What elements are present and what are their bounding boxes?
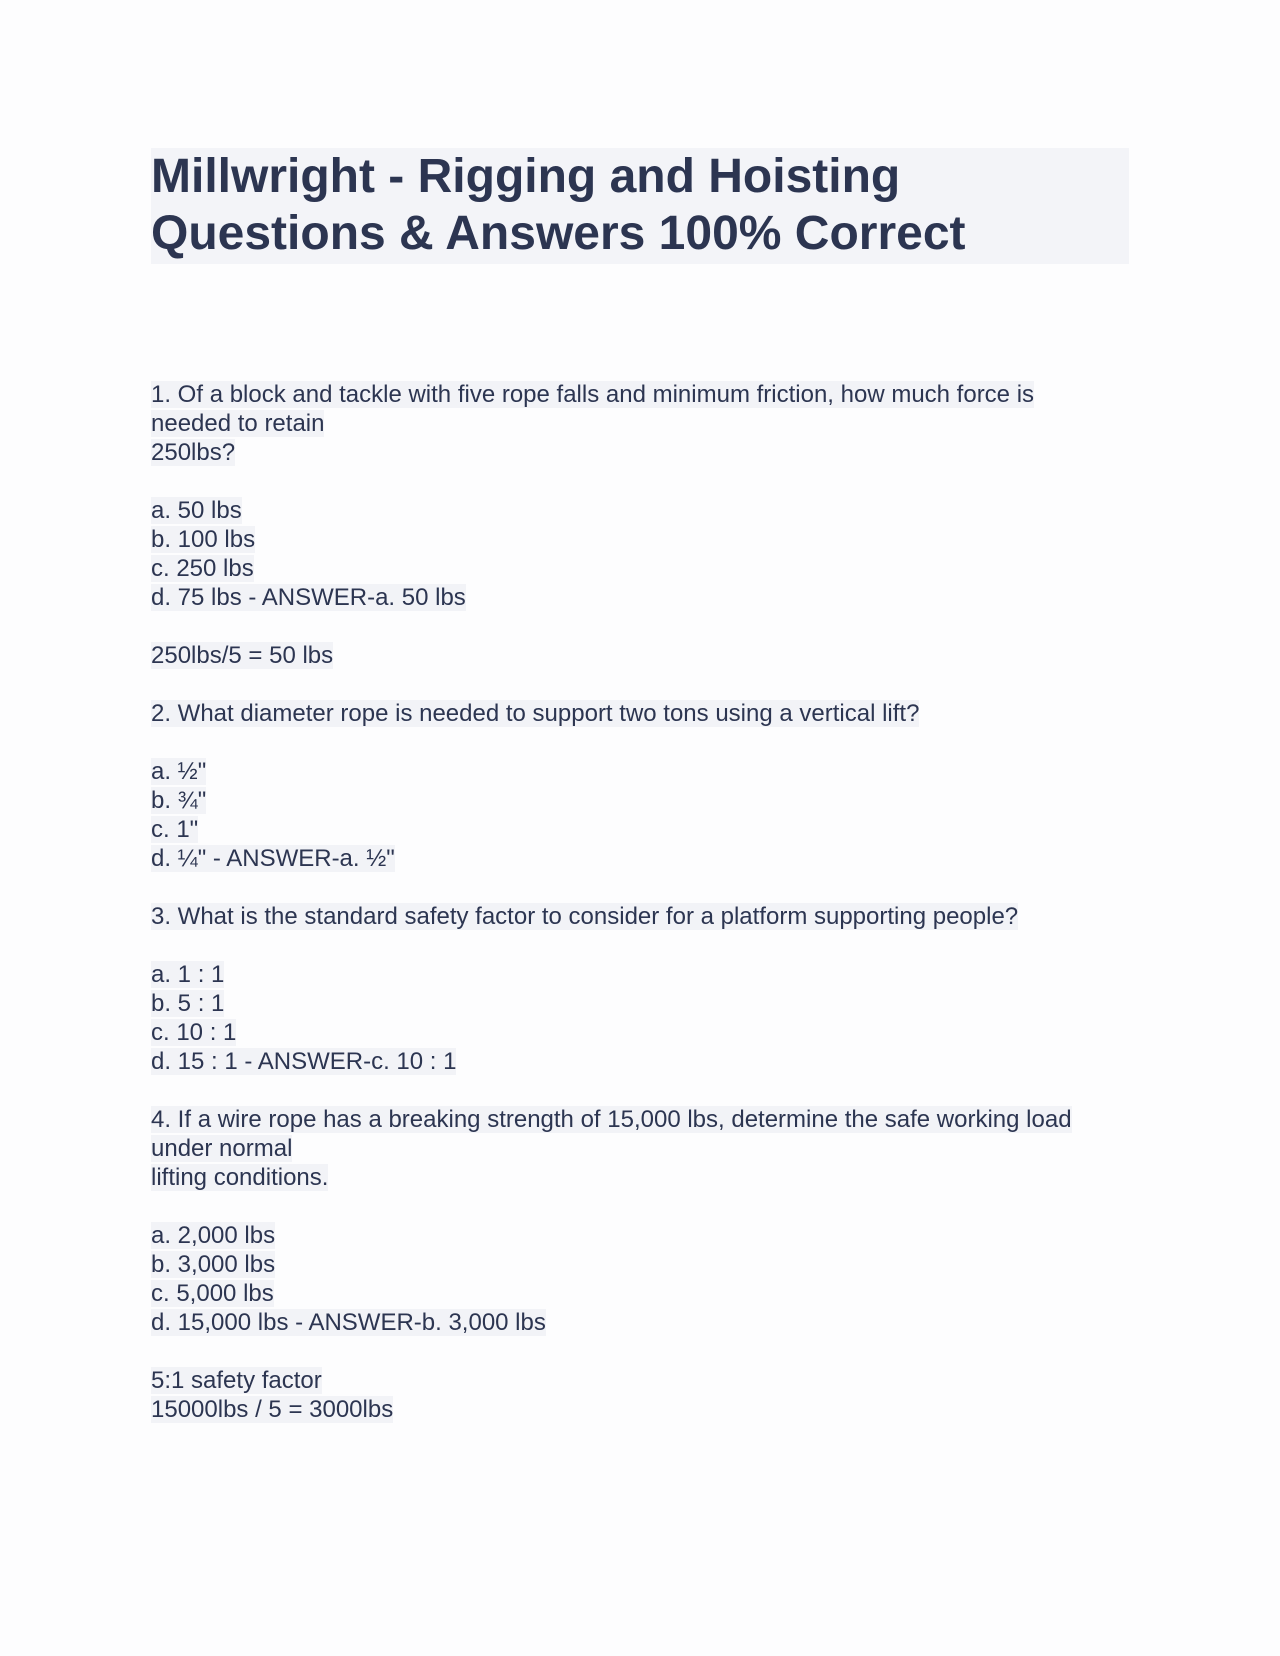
explanation-line: 5:1 safety factor (151, 1367, 322, 1394)
option-c: c. 5,000 lbs (151, 1280, 274, 1307)
option-d-answer: d. 15 : 1 - ANSWER-c. 10 : 1 (151, 1048, 457, 1075)
option-b: b. ¾" (151, 787, 207, 814)
question-text-line: lifting conditions. (151, 1164, 329, 1191)
question-text-line: under normal (151, 1135, 293, 1162)
question-2 (151, 699, 1129, 902)
question-text-line: 250lbs? (151, 439, 236, 466)
option-a: a. 1 : 1 (151, 961, 225, 988)
option-d-answer: d. 15,000 lbs - ANSWER-b. 3,000 lbs (151, 1309, 546, 1336)
question-text-line: needed to retain (151, 410, 325, 437)
page-title (151, 148, 1129, 262)
question-text-line: 4. If a wire rope has a breaking strength of 15,000 lbs, determine the safe working load (151, 1106, 1072, 1133)
title-block (151, 148, 1129, 264)
option-c: c. 10 : 1 (151, 1019, 237, 1046)
option-c: c. 250 lbs (151, 555, 254, 582)
option-c: c. 1" (151, 816, 199, 843)
option-b: b. 5 : 1 (151, 990, 225, 1017)
option-d-answer: d. ¼" - ANSWER-a. ½" (151, 845, 395, 872)
question-text-line: 1. Of a block and tackle with five rope falls and minimum friction, how much force is (151, 381, 1035, 408)
title-line-1: Millwright - Rigging and Hoisting (151, 150, 901, 203)
option-d-answer: d. 75 lbs - ANSWER-a. 50 lbs (151, 584, 466, 611)
question-4 (151, 1105, 1129, 1424)
option-a: a. 50 lbs (151, 497, 242, 524)
question-1 (151, 380, 1129, 699)
option-a: a. ½" (151, 758, 207, 785)
question-3 (151, 902, 1129, 1105)
explanation-line: 250lbs/5 = 50 lbs (151, 642, 334, 669)
option-b: b. 3,000 lbs (151, 1251, 276, 1278)
option-b: b. 100 lbs (151, 526, 256, 553)
document-page (151, 148, 1129, 1423)
title-line-2: Questions & Answers 100% Correct (151, 207, 966, 260)
option-a: a. 2,000 lbs (151, 1222, 276, 1249)
explanation-line: 15000lbs / 5 = 3000lbs (151, 1396, 394, 1423)
question-text-line: 3. What is the standard safety factor to consider for a platform supporting people? (151, 903, 1019, 930)
questions-list (151, 380, 1129, 1424)
question-text-line: 2. What diameter rope is needed to support two tons using a vertical lift? (151, 700, 920, 727)
